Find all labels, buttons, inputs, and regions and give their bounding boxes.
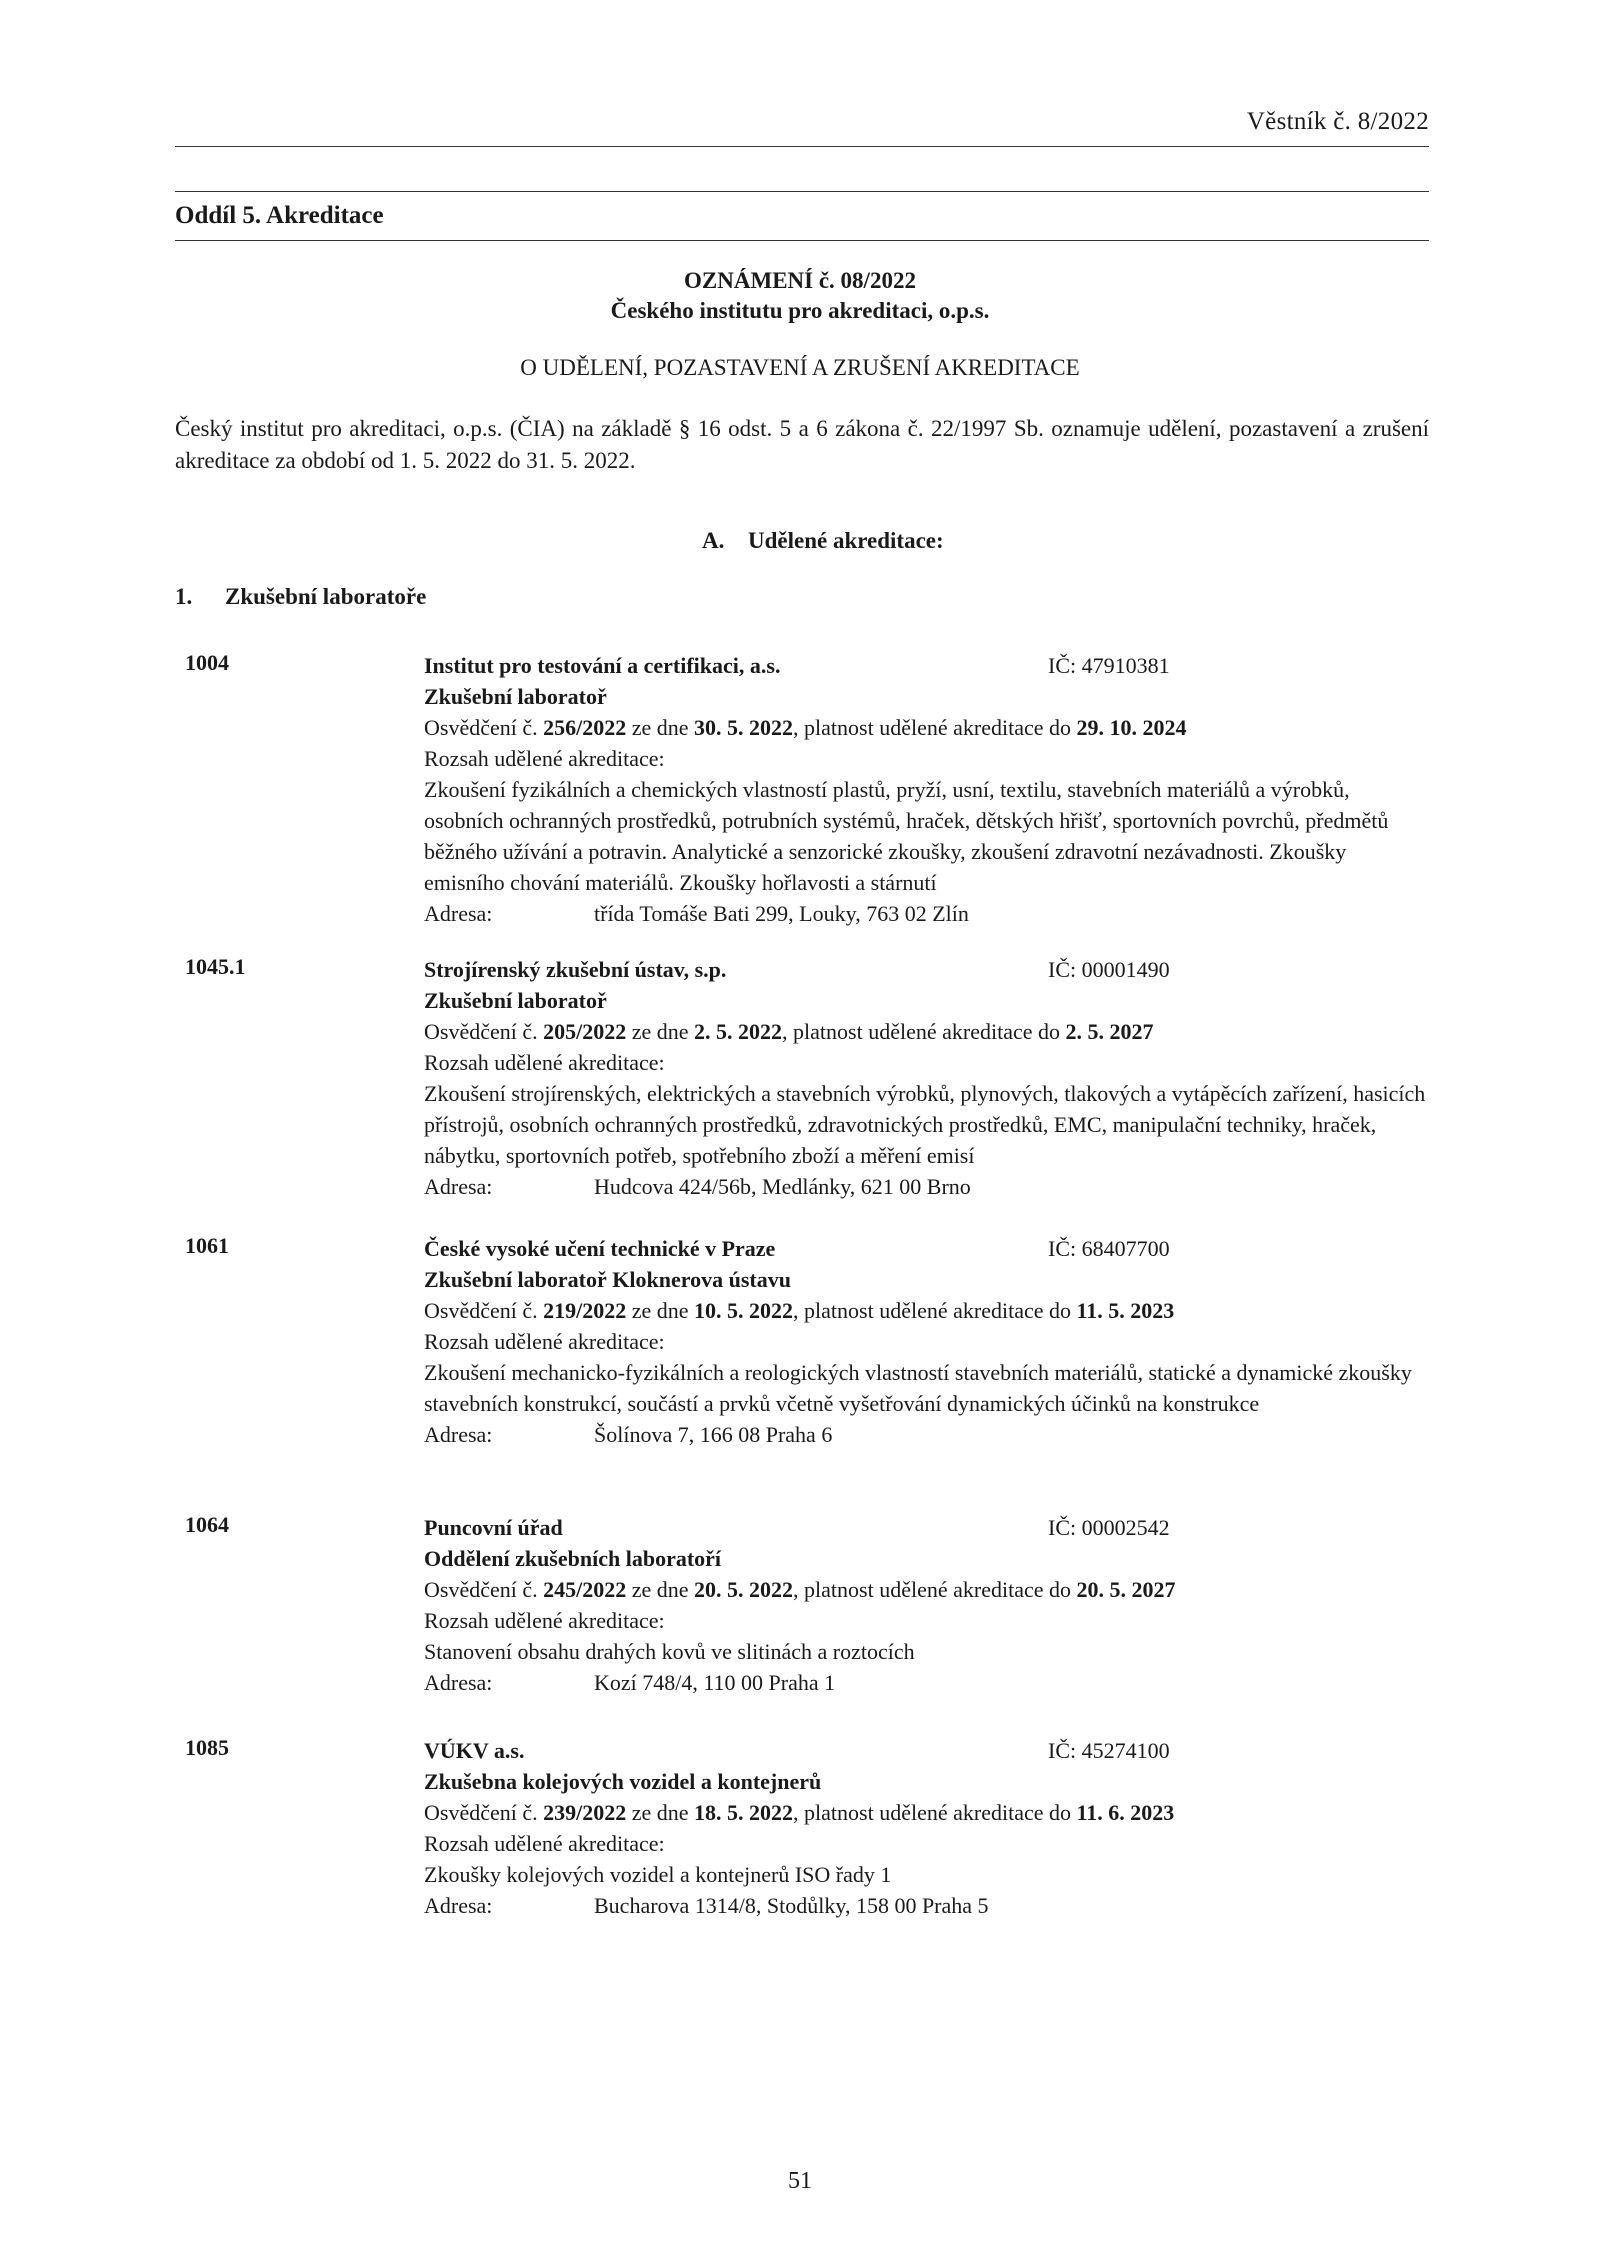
entry-lab: Zkušebna kolejových vozidel a kontejnerů xyxy=(424,1769,822,1794)
entry-organization: České vysoké učení technické v Praze xyxy=(424,1236,776,1261)
scope-label: Rozsah udělené akreditace: xyxy=(424,746,665,771)
entry-certificate: Osvědčení č. 256/2022 ze dne 30. 5. 2022, platnost udělené akreditace do 29. 10. 2024 xyxy=(424,715,1187,740)
entry-ic: IČ: 47910381 xyxy=(1048,653,1170,678)
address-value: Šolínova 7, 166 08 Praha 6 xyxy=(594,1422,833,1447)
entry-id: 1064 xyxy=(185,1512,229,1537)
scope-text: Stanovení obsahu drahých kovů ve slitinách a roztocích xyxy=(424,1639,915,1664)
entry-lab: Zkušební laboratoř xyxy=(424,988,607,1013)
entry-body xyxy=(424,650,1429,929)
entry-lab: Oddělení zkušebních laboratoří xyxy=(424,1546,722,1571)
entry-body xyxy=(424,954,1429,1202)
announcement-issuer: Českého institutu pro akreditaci, o.p.s. xyxy=(610,298,990,323)
entry-ic: IČ: 45274100 xyxy=(1048,1738,1170,1763)
entry-certificate: Osvědčení č. 239/2022 ze dne 18. 5. 2022, platnost udělené akreditace do 11. 6. 2023 xyxy=(424,1800,1175,1825)
scope-label: Rozsah udělené akreditace: xyxy=(424,1831,665,1856)
entry-address: Adresa: Hudcova 424/56b, Medlánky, 621 00 Brno xyxy=(424,1174,971,1199)
address-value: třída Tomáše Bati 299, Louky, 763 02 Zlín xyxy=(594,901,969,926)
entry-id: 1045.1 xyxy=(185,954,246,979)
scope-label: Rozsah udělené akreditace: xyxy=(424,1050,665,1075)
cert-date: 10. 5. 2022 xyxy=(694,1298,794,1323)
entry-ic: IČ: 68407700 xyxy=(1048,1236,1170,1261)
valid-until: 11. 5. 2023 xyxy=(1076,1298,1175,1323)
entry-body xyxy=(424,1512,1429,1698)
cert-date: 18. 5. 2022 xyxy=(694,1800,794,1825)
valid-until: 11. 6. 2023 xyxy=(1076,1800,1175,1825)
subsection-number: 1. xyxy=(175,584,193,609)
subsection-heading xyxy=(175,584,426,610)
entry-certificate: Osvědčení č. 219/2022 ze dne 10. 5. 2022, platnost udělené akreditace do 11. 5. 2023 xyxy=(424,1298,1175,1323)
header-rule xyxy=(175,146,1429,147)
entry-lab: Zkušební laboratoř xyxy=(424,684,607,709)
part-title: Udělené akreditace: xyxy=(748,528,944,553)
section-rule-bottom xyxy=(175,240,1429,241)
section-title: Oddíl 5. Akreditace xyxy=(175,202,384,229)
entry-body xyxy=(424,1233,1429,1450)
address-value: Hudcova 424/56b, Medlánky, 621 00 Brno xyxy=(594,1174,971,1199)
cert-number: 205/2022 xyxy=(543,1019,627,1044)
intro-paragraph: Český institut pro akreditaci, o.p.s. (ČIA) na základě § 16 odst. 5 a 6 zákona č. 22/1997 Sb. oznamuje udělení, pozastavení a zrušení akreditace za období od 1. 5. 2022 do 31. 5. 2022. xyxy=(175,416,1429,473)
entry-organization: Puncovní úřad xyxy=(424,1515,563,1540)
entry-id: 1085 xyxy=(185,1735,229,1760)
entry-organization: Institut pro testování a certifikaci, a.s. xyxy=(424,653,781,678)
scope-label: Rozsah udělené akreditace: xyxy=(424,1329,665,1354)
entry-id: 1061 xyxy=(185,1233,229,1258)
address-value: Bucharova 1314/8, Stodůlky, 158 00 Praha 5 xyxy=(594,1893,989,1918)
subsection-title: Zkušební laboratoře xyxy=(225,584,427,609)
entry-ic: IČ: 00002542 xyxy=(1048,1515,1170,1540)
part-number: A. xyxy=(702,528,725,553)
entry-certificate: Osvědčení č. 245/2022 ze dne 20. 5. 2022, platnost udělené akreditace do 20. 5. 2027 xyxy=(424,1577,1176,1602)
part-heading xyxy=(702,528,944,554)
section-rule-top xyxy=(175,191,1429,192)
scope-text: Zkoušení fyzikálních a chemických vlastností plastů, pryží, usní, textilu, stavebních materiálů a výrobků, osobních ochranných prostředků, potrubních systémů, hraček, dětských hřišť, sportovních povrchů, předmětů běžného užívání a potravin. Analytické a senzorické zkoušky, zkoušení zdravotní nezávadnosti. Zkoušky emisního chování materiálů. Zkoušky hořlavosti a stárnutí xyxy=(424,777,1389,895)
entry-ic: IČ: 00001490 xyxy=(1048,957,1170,982)
valid-until: 2. 5. 2027 xyxy=(1065,1019,1154,1044)
cert-date: 20. 5. 2022 xyxy=(694,1577,794,1602)
cert-date: 2. 5. 2022 xyxy=(694,1019,783,1044)
entry-body xyxy=(424,1735,1429,1921)
entry-id: 1004 xyxy=(185,650,229,675)
cert-date: 30. 5. 2022 xyxy=(694,715,794,740)
cert-number: 219/2022 xyxy=(543,1298,627,1323)
cert-number: 239/2022 xyxy=(543,1800,627,1825)
running-head: Věstník č. 8/2022 xyxy=(1246,108,1429,135)
entry-certificate: Osvědčení č. 205/2022 ze dne 2. 5. 2022, platnost udělené akreditace do 2. 5. 2027 xyxy=(424,1019,1154,1044)
entry-organization: Strojírenský zkušební ústav, s.p. xyxy=(424,957,727,982)
scope-label: Rozsah udělené akreditace: xyxy=(424,1608,665,1633)
entry-address: Adresa: Kozí 748/4, 110 00 Praha 1 xyxy=(424,1670,836,1695)
page-number: 51 xyxy=(788,2168,812,2194)
entry-address: Adresa: třída Tomáše Bati 299, Louky, 763 02 Zlín xyxy=(424,901,969,926)
valid-until: 29. 10. 2024 xyxy=(1076,715,1187,740)
cert-number: 256/2022 xyxy=(543,715,627,740)
scope-text: Zkoušení strojírenských, elektrických a stavebních výrobků, plynových, tlakových a vytápěcích zařízení, hasicích přístrojů, osobních ochranných prostředků, zdravotnických prostředků, EMC, manipulační techniky, hraček, nábytku, sportovních potřeb, spotřebního zboží a měření emisí xyxy=(424,1081,1426,1168)
announcement-subject: O UDĚLENÍ, POZASTAVENÍ A ZRUŠENÍ AKREDITACE xyxy=(520,355,1080,380)
entry-lab: Zkušební laboratoř Kloknerova ústavu xyxy=(424,1267,791,1292)
entry-address: Adresa: Šolínova 7, 166 08 Praha 6 xyxy=(424,1422,833,1447)
announcement-title: OZNÁMENÍ č. 08/2022 xyxy=(684,268,916,293)
scope-text: Zkoušky kolejových vozidel a kontejnerů ISO řady 1 xyxy=(424,1862,892,1887)
entry-address: Adresa: Bucharova 1314/8, Stodůlky, 158 00 Praha 5 xyxy=(424,1893,989,1918)
address-value: Kozí 748/4, 110 00 Praha 1 xyxy=(594,1670,836,1695)
cert-number: 245/2022 xyxy=(543,1577,627,1602)
entry-organization: VÚKV a.s. xyxy=(424,1738,525,1763)
valid-until: 20. 5. 2027 xyxy=(1076,1577,1176,1602)
scope-text: Zkoušení mechanicko-fyzikálních a reologických vlastností stavebních materiálů, statické a dynamické zkoušky stavebních konstrukcí, součástí a prvků včetně vyšetřování dynamických účinků na konstrukce xyxy=(424,1360,1412,1416)
